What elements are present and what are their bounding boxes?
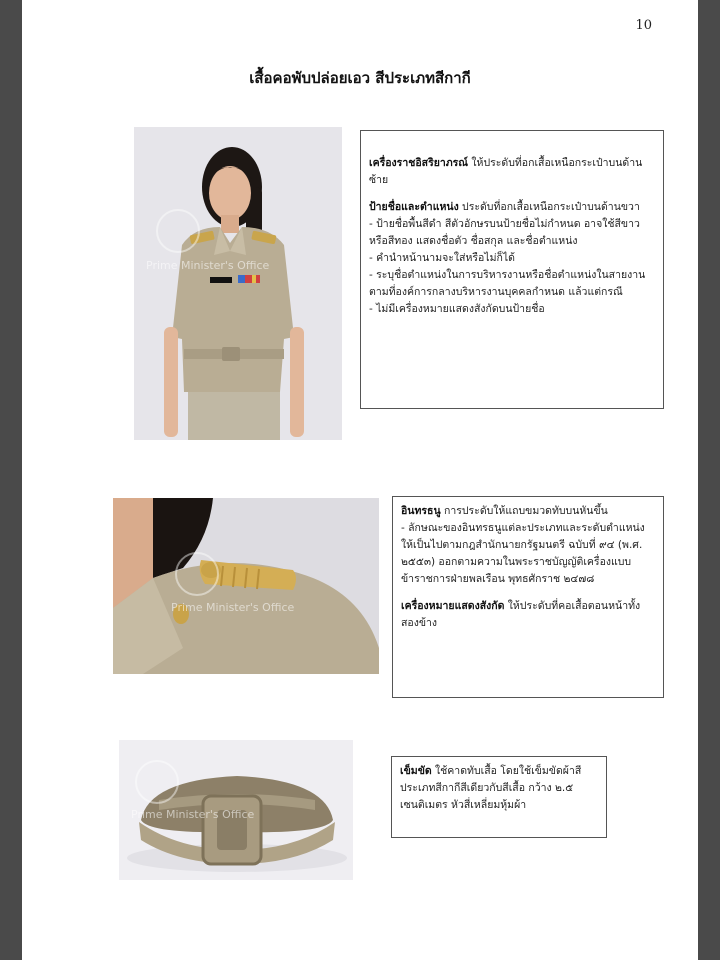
info-box-insignia: [360, 130, 664, 409]
info-box-belt: [391, 756, 607, 838]
text-affiliation-badge: ให้ประดับที่คอเสื้อตอนหน้าทั้งสองข้าง: [401, 600, 641, 629]
shoulder-board-photo: [113, 498, 379, 674]
heading-shoulder-board: อินทรธนู: [401, 505, 441, 517]
watermark-seal: [135, 760, 179, 804]
page-title: เสื้อคอพับปล่อยเอว สีประเภทสีกากี: [249, 69, 471, 87]
uniform-photo: [134, 127, 342, 440]
paragraph-name-plate: [369, 199, 655, 216]
list-item: - ระบุชื่อตำแหน่งในการบริหารงานหรือชื่อตำแหน่งในสายงานตามที่องค์การกลางบริหารงานบุคคลกำหนด แล้วแต่กรณี: [369, 269, 646, 298]
paragraph-shoulder-board: [401, 503, 655, 588]
page-number: 10: [635, 18, 652, 33]
watermark-text: Prime Minister's Office: [131, 808, 255, 821]
paragraph-decorations: [369, 155, 655, 189]
list-item: - ป้ายชื่อพื้นสีดำ สีตัวอักษรบนป้ายชื่อไม่กำหนด อาจใช้สีขาวหรือสีทอง แสดงชื่อตัว ชื่อสกุล และชื่อตำแหน่ง: [369, 218, 640, 247]
belt-photo: [119, 740, 353, 880]
shoulder-illustration: [113, 498, 379, 674]
watermark-seal: [175, 552, 219, 596]
text-shoulder-board: การประดับให้แถบขมวดทับบนหันขึ้น: [440, 505, 608, 517]
text-decorations: ให้ประดับที่อกเสื้อเหนือกระเป๋าบนด้านซ้าย: [369, 157, 643, 186]
name-plate-list: [369, 216, 655, 318]
info-box-shoulder-board: [392, 496, 664, 698]
document-page: [22, 0, 698, 960]
paragraph-affiliation-badge: [401, 598, 655, 632]
paragraph-belt: [400, 763, 598, 814]
list-item: - คำนำหน้านามจะใส่หรือไม่ก็ได้: [369, 252, 515, 264]
text-shoulder-board-detail: - ลักษณะของอินทรธนูแต่ละประเภทและระดับตำแหน่งให้เป็นไปตามกฎสำนักนายกรัฐมนตรี ฉบับที่ ๙๔ (พ.ศ. ๒๕๕๓) ออกตามความในพระราชบัญญัติเครื่องแบบข้าราชการฝ่ายพลเรือน พุทธศักราช ๒๔๗๘: [401, 522, 645, 585]
watermark-text: Prime Minister's Office: [146, 259, 270, 272]
text-name-plate: ประดับที่อกเสื้อเหนือกระเป๋าบนด้านขวา: [458, 201, 640, 213]
heading-decorations: เครื่องราชอิสริยาภรณ์: [369, 157, 469, 169]
watermark-seal: [156, 209, 200, 253]
heading-affiliation-badge: เครื่องหมายแสดงสังกัด: [401, 600, 505, 612]
uniform-illustration: [134, 127, 342, 440]
text-belt: ใช้คาดทับเสื้อ โดยใช้เข็มขัดผ้าสีประเภทสีกากีสีเดียวกับสีเสื้อ กว้าง ๒.๕ เซนติเมตร หัวสี่เหลี่ยมหุ้มผ้า: [400, 765, 582, 811]
heading-belt: เข็มขัด: [400, 765, 432, 777]
list-item: - ไม่มีเครื่องหมายแสดงสังกัดบนป้ายชื่อ: [369, 303, 545, 315]
watermark-text: Prime Minister's Office: [171, 601, 295, 614]
heading-name-plate: ป้ายชื่อและตำแหน่ง: [369, 201, 459, 213]
